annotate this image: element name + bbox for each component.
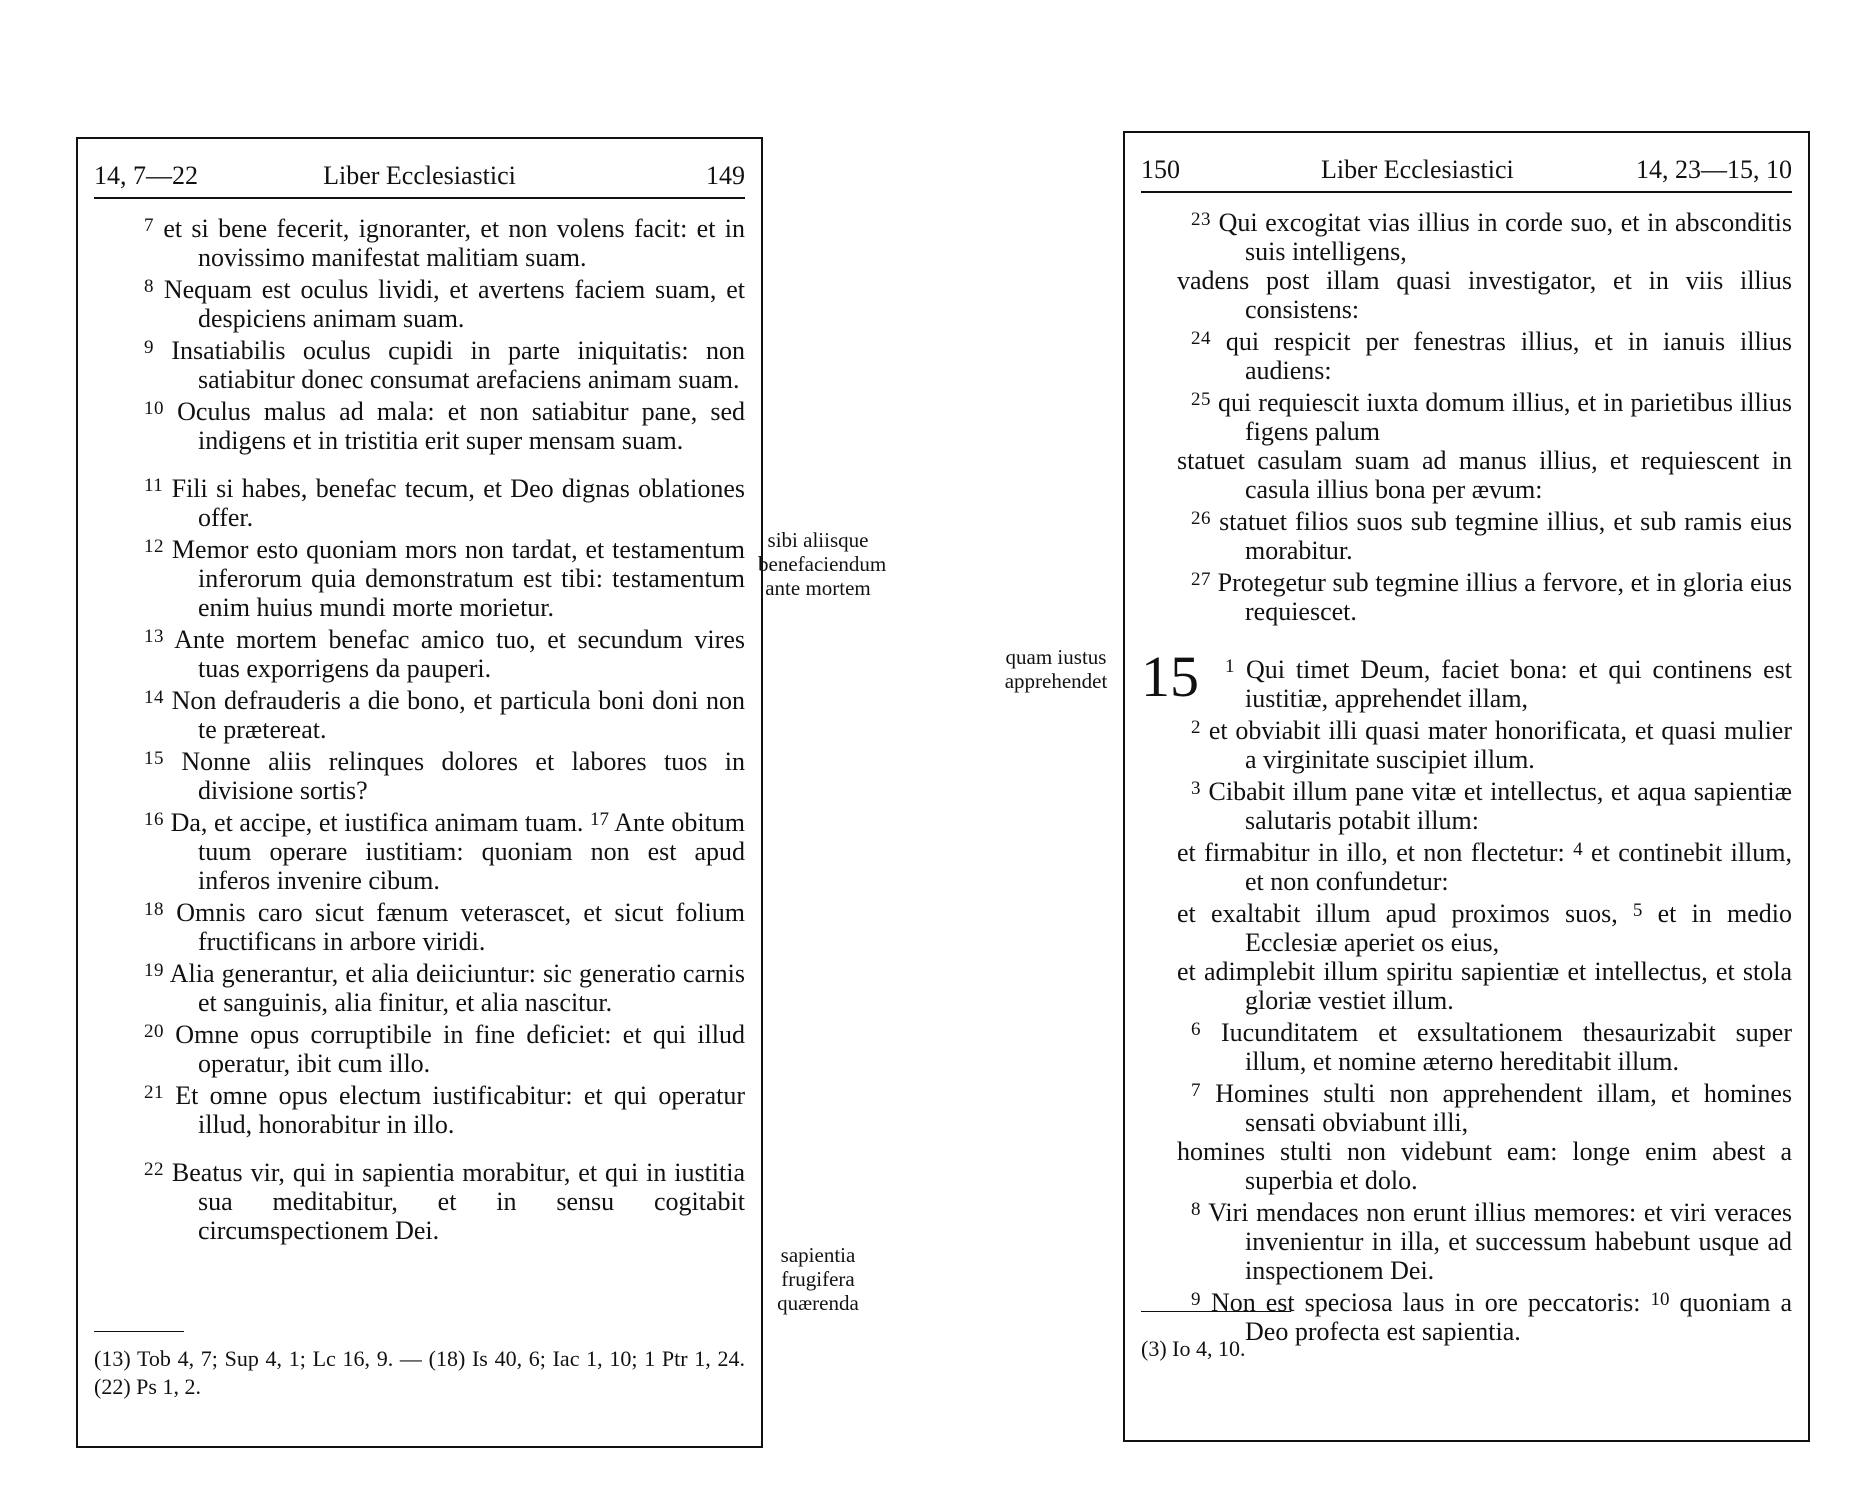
verse-27: $^{27}$ Protegetur sub tegmine illius a fervore, et in gloria eius requiescet. (1191, 568, 1793, 626)
verse-15-3: $^3$ Cibabit illum pane vitæ et intellectus, et aqua sapientiæ salutaris potabit illum: (1191, 777, 1792, 835)
verse-15-7-cont: homines stulti non videbunt eam: longe enim abest a superbia et dolo. (1177, 1137, 1792, 1195)
margin-note-iustus: quam iustus apprehendet (1004, 645, 1108, 693)
right-page-header (1141, 151, 1792, 193)
right-footnotes: (3) Io 4, 10. (1141, 1336, 1246, 1361)
verse-15-8: $^8$ Viri mendaces non erunt illius memores: et viri veraces invenientur in illa, et successum habebunt usque ad inspectionem Dei. (1191, 1198, 1792, 1285)
verse-10: $^{10}$ Oculus malus ad mala: et non satiabitur pane, sed indigens et in tristitia erit super mensam suam. (144, 397, 746, 455)
verse-18: $^{18}$ Omnis caro sicut fænum veterascet, et sicut folium fructificans in arbore viridi. (144, 898, 746, 956)
chapter-number: 15 (1141, 644, 1199, 709)
margin-note-benefaciendum: sibi aliisque benefaciendum ante mortem (758, 528, 887, 600)
verse-15-1: $^1$ Qui timet Deum, faciet bona: et qui continens est iustitiæ, apprehendet illam, (1225, 655, 1793, 713)
verse-25-cont: statuet casulam suam ad manus illius, et requiescent in casula illius bona per ævum: (1177, 446, 1792, 504)
left-page (76, 137, 763, 1448)
verse-21: $^{21}$ Et omne opus electum iustificabitur: et qui operatur illud, honorabitur in illo. (144, 1081, 746, 1139)
verse-23: $^{23}$ Qui excogitat vias illius in corde suo, et in absconditis suis intelligens, (1191, 208, 1792, 266)
verse-15-2: $^2$ et obviabit illi quasi mater honorificata, et quasi mulier a virginitate suscipiet illum. (1191, 716, 1792, 774)
verse-15-4-5: et exaltabit illum apud proximos suos, $^5$ et in medio Ecclesiæ aperiet os eius, (1177, 899, 1792, 957)
left-footnotes: (13) Tob 4, 7; Sup 4, 1; Lc 16, 9. — (18) Is 40, 6; Iac 1, 10; 1 Ptr 1, 24. (22) Ps 1, 2. (94, 1346, 745, 1399)
chapter-15-start (1141, 644, 1793, 713)
verse-15: $^{15}$ Nonne aliis relinques dolores et labores tuos in divisione sortis? (144, 747, 745, 805)
verse-9: $^9$ Insatiabilis oculus cupidi in parte iniquitatis: non satiabitur donec consumat arefaciens animam suam. (144, 336, 745, 394)
verse-19: $^{19}$ Alia generantur, et alia deiiciuntur: sic generatio carnis et sanguinis, alia finitur, et alia nascitur. (144, 959, 745, 1017)
left-page-text (94, 211, 745, 1245)
verse-11: $^{11}$ Fili si habes, benefac tecum, et Deo dignas oblationes offer. (144, 474, 746, 532)
verse-14: $^{14}$ Non defrauderis a die bono, et particula boni doni non te prætereat. (144, 686, 745, 744)
verse-13: $^{13}$ Ante mortem benefac amico tuo, et secundum vires tuas exporrigens da pauperi. (144, 625, 745, 683)
left-header-reference: 14, 7—22 (94, 161, 198, 190)
verse-23-cont: vadens post illam quasi investigator, et in viis illius consistens: (1177, 266, 1792, 324)
footnote-rule (1141, 1311, 1291, 1312)
left-header-page-number: 149 (706, 161, 745, 190)
verse-16-17: $^{16}$ Da, et accipe, et iustifica animam tuam. $^{17}$ Ante obitum tuum operare iustitiam: quoniam non est apud inferos invenire cibum. (144, 808, 746, 895)
verse-15-9-10: $^9$ Non est speciosa laus in ore peccatoris: $^{10}$ quoniam a Deo profecta est sapientia. (1191, 1288, 1793, 1346)
footnote-rule (94, 1331, 184, 1332)
verse-24: $^{24}$ qui respicit per fenestras illius, et in ianuis illius audiens: (1191, 327, 1793, 385)
margin-note-sapientia: sapientia frugifera quærenda (777, 1243, 859, 1315)
verse-22: $^{22}$ Beatus vir, qui in sapientia morabitur, et qui in iustitia sua meditabitur, et in sensu cogitabit circumspectionem Dei. (144, 1158, 745, 1245)
right-header-page-number: 150 (1141, 155, 1180, 184)
right-header-title: Liber Ecclesiastici (1321, 155, 1514, 184)
verse-25: $^{25}$ qui requiescit iuxta domum illius, et in parietibus illius figens palum (1191, 388, 1793, 446)
right-page (1123, 131, 1810, 1442)
left-page-header (94, 157, 745, 199)
right-header-reference: 14, 23—15, 10 (1636, 155, 1792, 184)
right-page-text (1141, 205, 1792, 1346)
verse-15-7: $^7$ Homines stulti non apprehendent illam, et homines sensati obviabunt illi, (1191, 1079, 1792, 1137)
verse-15-5-cont: et adimplebit illum spiritu sapientiæ et intellectus, et stola gloriæ vestiet illum. (1177, 957, 1792, 1015)
verse-20: $^{20}$ Omne opus corruptibile in fine deficiet: et qui illud operatur, ibit cum illo. (144, 1020, 746, 1078)
verse-15-6: $^6$ Iucunditatem et exsultationem thesaurizabit super illum, et nomine æterno hereditabit illum. (1191, 1018, 1792, 1076)
left-header-title: Liber Ecclesiastici (323, 161, 516, 190)
verse-26: $^{26}$ statuet filios suos sub tegmine illius, et sub ramis eius morabitur. (1191, 507, 1793, 565)
verse-15-3-4: et firmabitur in illo, et non flectetur: $^4$ et continebit illum, et non confundetur: (1177, 838, 1793, 896)
verse-8: $^8$ Nequam est oculus lividi, et avertens faciem suam, et despiciens animam suam. (144, 275, 746, 333)
verse-12: $^{12}$ Memor esto quoniam mors non tardat, et testamentum inferorum quia demonstratum est tibi: testamentum enim huius mundi morte morietur. (144, 535, 746, 622)
verse-7: $^7$ et si bene fecerit, ignoranter, et non volens facit: et in novissimo manifestat malitiam suam. (144, 214, 745, 272)
